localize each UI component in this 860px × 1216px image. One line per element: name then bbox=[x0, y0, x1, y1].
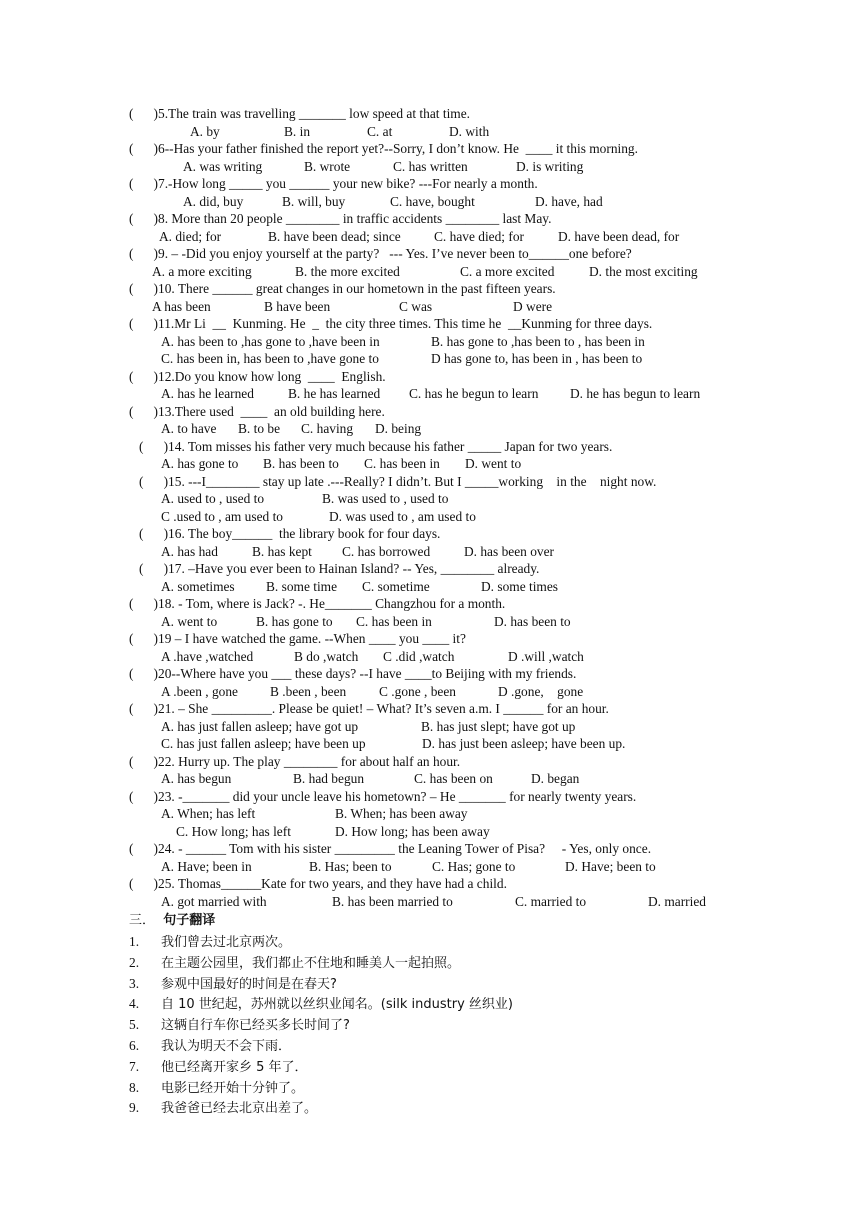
answer-option: B. was used to , used to bbox=[322, 491, 449, 506]
answer-option: A .been , gone bbox=[161, 683, 238, 699]
answer-option: C. has been in bbox=[356, 613, 432, 629]
answer-option: D. some times bbox=[481, 578, 558, 594]
answer-option: C. have died; for bbox=[434, 228, 524, 244]
section-heading bbox=[129, 912, 215, 930]
answer-option: C. has been on bbox=[414, 771, 493, 786]
question-stem: ( )20--Where have you ___ these days? --I have ____to Beijing with my friends. bbox=[129, 666, 577, 681]
translation-number: 8. bbox=[129, 1079, 140, 1095]
translation-text: 我们曾去过北京两次。 bbox=[161, 935, 292, 950]
translation-item bbox=[129, 1057, 308, 1078]
translation-number: 7. bbox=[129, 1058, 140, 1074]
answer-option: C. has written bbox=[393, 158, 468, 174]
answer-option: B. has gone to bbox=[256, 613, 333, 629]
answer-option: B .been , been bbox=[270, 683, 347, 699]
translation-text: 我爸爸已经去北京出差了。 bbox=[161, 1101, 318, 1117]
translation-number: 1. bbox=[129, 934, 140, 949]
question-stem: ( )7.-How long _____ you ______ your new bike? ---For nearly a month. bbox=[129, 176, 538, 191]
answer-option: A. has gone to bbox=[161, 456, 239, 471]
translation-item bbox=[129, 932, 291, 953]
answer-option: B. When; has been away bbox=[335, 806, 468, 821]
translation-item bbox=[129, 1015, 350, 1036]
answer-option: B. has gone to ,has been to , has been in bbox=[431, 333, 645, 349]
answer-option: C. has been in bbox=[364, 456, 440, 471]
answer-option: D. with bbox=[449, 123, 490, 139]
answer-option: A. got married with bbox=[161, 893, 267, 909]
answer-option: D. being bbox=[375, 421, 422, 436]
question-stem: ( )11.Mr Li __ Kunming. He _ the city three times. This time he __Kunming for three days. bbox=[129, 316, 653, 331]
translation-text: 电影已经开始十分钟了。 bbox=[161, 1080, 305, 1096]
question-stem: ( )12.Do you know how long ____ English. bbox=[129, 368, 386, 384]
answer-option: A. When; has left bbox=[161, 806, 256, 821]
answer-option: A. has begun bbox=[161, 771, 232, 786]
translation-item bbox=[129, 974, 337, 995]
answer-option: B. some time bbox=[266, 578, 338, 594]
answer-option: D. Have; been to bbox=[565, 858, 656, 874]
translation-text: 在主题公园里，我们都止不住地和睡美人一起拍照。 bbox=[161, 955, 461, 971]
answer-option: D. married bbox=[648, 893, 707, 909]
answer-option: C. has just fallen asleep; have been up bbox=[161, 736, 366, 751]
translation-text: 这辆自行车你已经买多长时间了? bbox=[161, 1018, 350, 1034]
answer-option: B have been bbox=[264, 298, 331, 314]
answer-option: D has gone to, has been in , has been to bbox=[431, 351, 643, 366]
answer-option: C .gone , been bbox=[379, 683, 456, 699]
question-stem: ( )14. Tom misses his father very much because his father _____ Japan for two years. bbox=[129, 438, 613, 454]
translation-item bbox=[129, 953, 460, 974]
answer-option: D. went to bbox=[465, 456, 522, 471]
answer-option: B. has just slept; have got up bbox=[421, 718, 576, 734]
answer-option: D. have, had bbox=[535, 193, 603, 209]
answer-option: B. to be bbox=[238, 421, 281, 436]
translation-text: 他已经离开家乡 5 年了． bbox=[161, 1059, 308, 1075]
answer-option: B. has been to bbox=[263, 456, 339, 471]
question-stem: ( )6--Has your father finished the report yet?--Sorry, I don’t know. He ____ it this morning. bbox=[129, 141, 638, 156]
answer-option: D were bbox=[513, 298, 553, 314]
translation-number: 6. bbox=[129, 1038, 140, 1053]
translation-number: 4. bbox=[129, 996, 140, 1012]
answer-option: B. will, buy bbox=[282, 193, 346, 209]
question-stem: ( )23. -_______ did your uncle leave his hometown? – He _______ for nearly twenty years. bbox=[129, 788, 637, 804]
answer-option: A has been bbox=[152, 298, 211, 314]
answer-option: D. was used to , am used to bbox=[329, 508, 476, 524]
answer-option: B. he has learned bbox=[288, 386, 381, 401]
question-stem: ( )22. Hurry up. The play ________ for about half an hour. bbox=[129, 753, 461, 769]
answer-option: B. has kept bbox=[252, 543, 312, 559]
answer-option: B. Has; been to bbox=[309, 858, 392, 874]
answer-option: D. has just been asleep; have been up. bbox=[422, 736, 626, 751]
answer-option: A. has he learned bbox=[161, 386, 254, 401]
answer-option: C. having bbox=[301, 421, 354, 436]
answer-option: C. has borrowed bbox=[342, 543, 431, 559]
answer-option: D .will ,watch bbox=[508, 648, 584, 664]
answer-option: C. sometime bbox=[362, 578, 430, 594]
answer-option: A .have ,watched bbox=[161, 648, 254, 664]
translation-item bbox=[129, 994, 513, 1015]
answer-option: C. have, bought bbox=[390, 193, 475, 209]
answer-option: D. How long; has been away bbox=[335, 823, 490, 839]
answer-option: A. did, buy bbox=[183, 193, 244, 209]
answer-option: A. sometimes bbox=[161, 578, 235, 594]
question-stem: ( )25. Thomas______Kate for two years, and they have had a child. bbox=[129, 876, 507, 891]
answer-option: A. went to bbox=[161, 613, 218, 629]
answer-option: A. Have; been in bbox=[161, 858, 252, 874]
translation-text: 自 10 世纪起，苏州就以丝织业闻名。(silk industry 丝织业) bbox=[161, 997, 513, 1013]
translation-item bbox=[129, 1098, 317, 1119]
answer-option: D .gone, gone bbox=[498, 683, 584, 699]
question-stem: ( )18. - Tom, where is Jack? -. He_______ Changzhou for a month. bbox=[129, 596, 506, 611]
answer-option: A. has been to ,has gone to ,have been in bbox=[161, 333, 380, 349]
answer-option: B. the more excited bbox=[295, 263, 400, 279]
answer-option: D. he has begun to learn bbox=[570, 386, 701, 401]
question-stem: ( )24. - ______ Tom with his sister _________ the Leaning Tower of Pisa? - Yes, only once. bbox=[129, 841, 652, 856]
answer-option: A. used to , used to bbox=[161, 491, 265, 506]
question-stem: ( )19 – I have watched the game. --When ____ you ____ it? bbox=[129, 631, 466, 646]
answer-option: D. has been to bbox=[494, 613, 571, 629]
answer-option: A. has had bbox=[161, 543, 218, 559]
section-number: 三． bbox=[129, 913, 164, 928]
answer-option: B. had begun bbox=[293, 771, 365, 786]
answer-option: B. wrote bbox=[304, 158, 351, 174]
answer-option: C. Has; gone to bbox=[432, 858, 516, 874]
answer-option: C. a more excited bbox=[460, 263, 555, 279]
answer-option: D. has been over bbox=[464, 543, 554, 559]
answer-option: A. died; for bbox=[159, 228, 222, 244]
question-stem: ( )9. – -Did you enjoy yourself at the party? --- Yes. I’ve never been to______one before? bbox=[129, 246, 632, 261]
translation-text: 参观中国最好的时间是在春天? bbox=[161, 976, 337, 992]
answer-option: C. has he begun to learn bbox=[409, 386, 539, 401]
answer-option: A. to have bbox=[161, 421, 217, 436]
answer-option: C. married to bbox=[515, 893, 587, 909]
question-stem: ( )21. – She _________. Please be quiet! – What? It’s seven a.m. I ______ for an hour. bbox=[129, 701, 609, 716]
answer-option: C was bbox=[399, 298, 433, 314]
answer-option: B. has been married to bbox=[332, 893, 453, 909]
answer-option: C. at bbox=[367, 123, 393, 139]
section-title: 句子翻译 bbox=[163, 913, 216, 928]
answer-option: A. has just fallen asleep; have got up bbox=[161, 718, 359, 734]
answer-option: C. has been in, has been to ,have gone to bbox=[161, 351, 379, 366]
translation-item bbox=[129, 1078, 304, 1099]
answer-option: C. How long; has left bbox=[176, 823, 291, 839]
question-stem: ( )13.There used ____ an old building here. bbox=[129, 403, 385, 419]
question-stem: ( )16. The boy______ the library book for four days. bbox=[129, 526, 441, 541]
translation-number: 3. bbox=[129, 975, 140, 991]
answer-option: A. was writing bbox=[183, 158, 263, 174]
answer-option: D. have been dead, for bbox=[558, 228, 680, 244]
answer-option: A. a more exciting bbox=[152, 263, 252, 279]
translation-text: 我认为明天不会下雨． bbox=[161, 1039, 292, 1054]
answer-option: B do ,watch bbox=[294, 648, 359, 664]
question-stem: ( )17. –Have you ever been to Hainan Island? -- Yes, ________ already. bbox=[129, 561, 540, 576]
translation-number: 2. bbox=[129, 954, 140, 970]
translation-number: 9. bbox=[129, 1100, 140, 1116]
answer-option: D. the most exciting bbox=[589, 263, 698, 279]
question-stem: ( )8. More than 20 people ________ in traffic accidents ________ last May. bbox=[129, 211, 552, 226]
answer-option: B. have been dead; since bbox=[268, 228, 401, 244]
translation-item bbox=[129, 1036, 291, 1057]
answer-option: C .did ,watch bbox=[383, 648, 455, 664]
answer-option: A. by bbox=[190, 123, 220, 139]
question-stem: ( )10. There ______ great changes in our hometown in the past fifteen years. bbox=[129, 281, 556, 296]
answer-option: C .used to , am used to bbox=[161, 508, 283, 524]
question-stem: ( )15. ---I________ stay up late .---Really? I didn’t. But I _____working in the night now. bbox=[129, 473, 657, 489]
answer-option: D. began bbox=[531, 771, 580, 786]
answer-option: B. in bbox=[284, 123, 311, 139]
question-stem: ( )5.The train was travelling _______ low speed at that time. bbox=[129, 106, 471, 121]
translation-number: 5. bbox=[129, 1017, 140, 1033]
answer-option: D. is writing bbox=[516, 158, 584, 174]
